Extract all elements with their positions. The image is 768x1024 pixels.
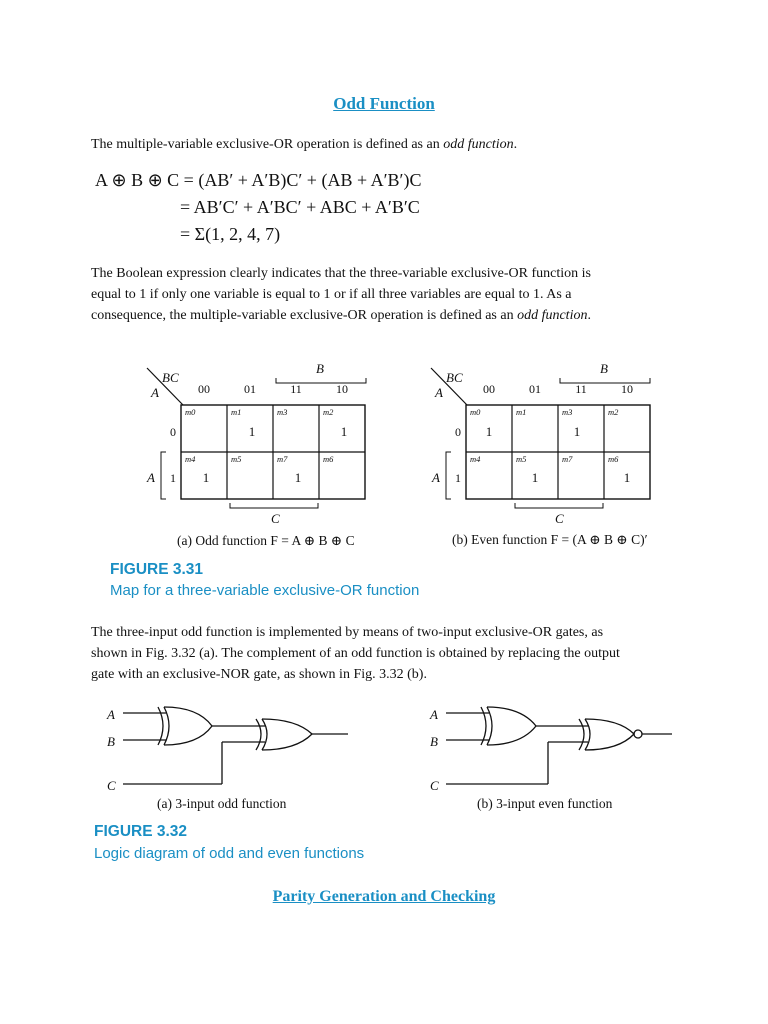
logic-odd-input-b: B	[107, 734, 115, 749]
kmap-odd	[146, 361, 366, 526]
figure-3-32-caption: Logic diagram of odd and even functions	[94, 845, 365, 862]
logic-even-caption: (b) 3-input even function	[477, 796, 613, 811]
kmap-even-m6: m6	[608, 454, 619, 464]
kmap-even-cell-0-2: 1	[573, 424, 581, 439]
kmap-odd-m0: m0	[185, 407, 196, 417]
kmap-even-row-1: 1	[455, 471, 461, 485]
parity-heading: Parity Generation and Checking	[272, 888, 496, 905]
boolean-paragraph	[91, 263, 691, 326]
kmap-even-m2: m2	[608, 407, 619, 417]
kmap-odd-cell-1-0: 1	[202, 470, 210, 485]
kmap-odd-cell-0-1: 1	[248, 424, 256, 439]
kmap-even-m4: m4	[470, 454, 481, 464]
logic-odd-caption: (a) 3-input odd function	[157, 796, 287, 811]
xnor-gate	[585, 719, 590, 750]
impl-line-1: The three-input odd function is implemented by means of two-input exclusive-OR gates, as	[91, 625, 604, 640]
kmap-odd-m5: m5	[231, 454, 242, 464]
kmap-odd-m6: m6	[323, 454, 334, 464]
boolean-line-3: consequence, the multiple-variable exclusive-OR operation is defined as an odd function.	[91, 308, 591, 323]
impl-line-2: shown in Fig. 3.32 (a). The complement of an odd function is obtained by replacing the output	[91, 646, 620, 661]
kmap-even-row-var: A	[435, 385, 443, 400]
kmap-even-row-0: 0	[455, 425, 461, 439]
kmap-odd-row-1: 1	[170, 471, 176, 485]
kmap-even-col-00: 00	[483, 382, 495, 396]
kmap-even-m5: m5	[516, 454, 527, 464]
kmaps-figure	[0, 355, 768, 555]
equation-line-1: A ⊕ B ⊕ C = (AB′ + A′B)C′ + (AB + A′B′)C	[95, 170, 422, 190]
kmap-odd-brace-b: B	[316, 361, 324, 376]
kmap-even-cell-0-0: 1	[485, 424, 493, 439]
implementation-paragraph	[91, 622, 691, 685]
kmap-even-cell-1-1: 1	[531, 470, 539, 485]
kmap-odd-brace-a: A	[147, 470, 155, 485]
logic-even-input-b: B	[430, 734, 438, 749]
kmap-odd-col-01: 01	[244, 382, 256, 396]
logic-odd	[106, 707, 348, 793]
equation-line-2: = AB′C′ + A′BC′ + ABC + A′B′C	[180, 197, 420, 217]
kmap-even-col-var: BC	[446, 370, 463, 385]
kmap-odd-col-10: 10	[336, 382, 348, 396]
xor-gate-2	[262, 719, 267, 750]
kmap-odd-col-11: 11	[290, 382, 302, 396]
logic-even-input-a: A	[430, 707, 438, 722]
logic-even-input-c: C	[430, 778, 439, 793]
kmap-even-col-01: 01	[529, 382, 541, 396]
kmap-even-brace-c: C	[555, 511, 564, 526]
kmap-even-col-11: 11	[575, 382, 587, 396]
kmap-even-caption: (b) Even function F = (A ⊕ B ⊕ C)′	[452, 532, 648, 547]
logic-odd-input-c: C	[107, 778, 116, 793]
intro-period: .	[513, 137, 518, 152]
kmap-odd-col-00: 00	[198, 382, 210, 396]
intro-emphasis: odd function	[443, 137, 514, 152]
kmap-even	[431, 361, 650, 526]
kmap-even-m0: m0	[470, 407, 481, 417]
logic-diagrams	[0, 695, 768, 795]
logic-odd-input-a: A	[107, 707, 115, 722]
figure-3-32-label: FIGURE 3.32	[94, 823, 188, 840]
kmap-odd-m3: m3	[277, 407, 288, 417]
equation-line-3: = Σ(1, 2, 4, 7)	[180, 224, 281, 244]
impl-line-3: gate with an exclusive-NOR gate, as shown in Fig. 3.32 (b).	[91, 667, 427, 682]
kmap-even-m7: m7	[562, 454, 573, 464]
odd-function-heading: Odd Function	[333, 94, 435, 113]
kmap-odd-brace-c: C	[271, 511, 280, 526]
intro-text: The multiple-variable exclusive-OR operation is defined as an	[91, 137, 444, 152]
kmap-even-m1: m1	[516, 407, 527, 417]
kmap-odd-cell-0-3: 1	[340, 424, 348, 439]
kmap-even-col-10: 10	[621, 382, 633, 396]
kmap-even-m3: m3	[562, 407, 573, 417]
figure-3-31-caption: Map for a three-variable exclusive-OR function	[110, 582, 420, 599]
boolean-line-2: equal to 1 if only one variable is equal to 1 or if all three variables are equal to 1. As a	[91, 287, 572, 302]
kmap-odd-row-var: A	[151, 385, 159, 400]
kmap-odd-m2: m2	[323, 407, 334, 417]
kmap-even-brace-b: B	[600, 361, 608, 376]
kmap-odd-m7: m7	[277, 454, 288, 464]
intro-paragraph	[91, 134, 691, 155]
kmap-odd-m4: m4	[185, 454, 196, 464]
boolean-line-1: The Boolean expression clearly indicates that the three-variable exclusive-OR function is	[91, 266, 591, 281]
kmap-odd-m1: m1	[231, 407, 242, 417]
kmap-odd-col-var: BC	[162, 370, 179, 385]
kmap-odd-caption: (a) Odd function F = A ⊕ B ⊕ C	[177, 533, 355, 548]
xnor-bubble	[634, 730, 642, 738]
figure-3-31-label: FIGURE 3.31	[110, 561, 204, 578]
logic-even	[429, 707, 672, 793]
kmap-odd-row-0: 0	[170, 425, 176, 439]
kmap-even-brace-a: A	[432, 470, 440, 485]
kmap-odd-cell-1-2: 1	[294, 470, 302, 485]
kmap-even-cell-1-3: 1	[623, 470, 631, 485]
